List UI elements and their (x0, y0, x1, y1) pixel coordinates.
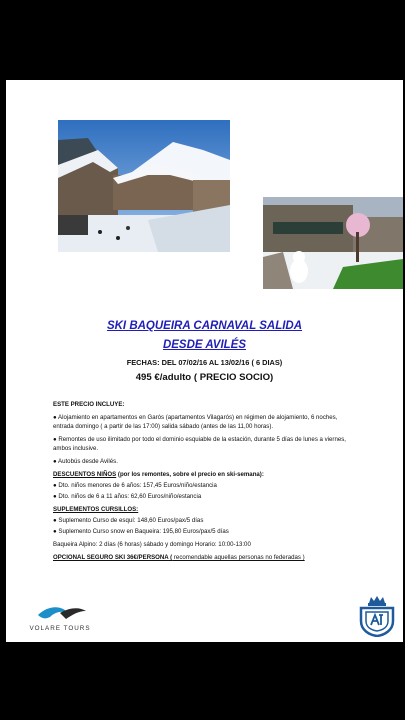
supplement-item-snow: ● Suplemento Curso snow en Baqueira: 195,80 Euros/pax/5 días (53, 528, 229, 535)
includes-heading: ESTE PRECIO INCLUYE: (53, 401, 125, 408)
alpino-text: Baqueira Alpino: 2 días (6 horas) sábado y domingo Horario: 10:00-13:00 (53, 541, 251, 548)
details-section (53, 400, 353, 566)
bird-icon (20, 603, 100, 625)
title-line-2: DESDE AVILÉS (162, 339, 247, 351)
includes-item-bus: ● Autobús desde Avilés. (53, 458, 118, 465)
title-line-1: SKI BAQUEIRA CARNAVAL SALIDA (106, 320, 303, 332)
supplement-item-ski: ● Suplemento Curso de esquí: 148,60 Euros/pax/5 días (53, 517, 204, 524)
crest-icon (357, 595, 397, 637)
volare-tours-logo (20, 603, 100, 638)
includes-item-accommodation: ● Alojamiento en apartamentos en Garós (apartamentos Vilagarós) en régimen de alojamiento, 6 noches, entrada domingo ( a partir de las 17:00) salida sábado (antes de las 11,00 horas). (53, 414, 338, 430)
discounts-heading-line (53, 470, 353, 479)
discounts-note: (por los remontes, sobre el precio en ski-semana): (116, 471, 264, 478)
discount-item-6-to-11: ● Dto. niños de 6 a 11 años: 62,60 Euros/niño/estancia (53, 493, 202, 500)
logo-text: VOLARE TOURS (29, 625, 91, 632)
price-text: 495 €/adulto ( PRECIO SOCIO) (135, 372, 274, 383)
hotel-photo (263, 197, 403, 289)
discounts-heading: DESCUENTOS NIÑOS (53, 471, 117, 478)
includes-item-lifts: ● Remontes de uso ilimitado por todo el dominio esquiable de la estación, durante 5 días de lunes a viernes, ambos inclusive. (53, 436, 346, 452)
insurance-bold: OPCIONAL SEGURO SKI 36€/PERSONA ( (53, 554, 173, 561)
insurance-line (53, 553, 353, 562)
ski-resort-photo (58, 120, 230, 252)
flyer-page (6, 80, 403, 642)
supplements-heading: SUPLEMENTOS CURSILLOS: (53, 506, 139, 513)
insurance-note: recomendable aquellas personas no federadas ) (172, 554, 305, 561)
discount-item-under-6: ● Dto. niños menores de 6 años: 157,45 Euros/niño/estancia (53, 482, 217, 489)
dates-text: FECHAS: DEL 07/02/16 AL 13/02/16 ( 6 DIAS) (126, 358, 283, 367)
